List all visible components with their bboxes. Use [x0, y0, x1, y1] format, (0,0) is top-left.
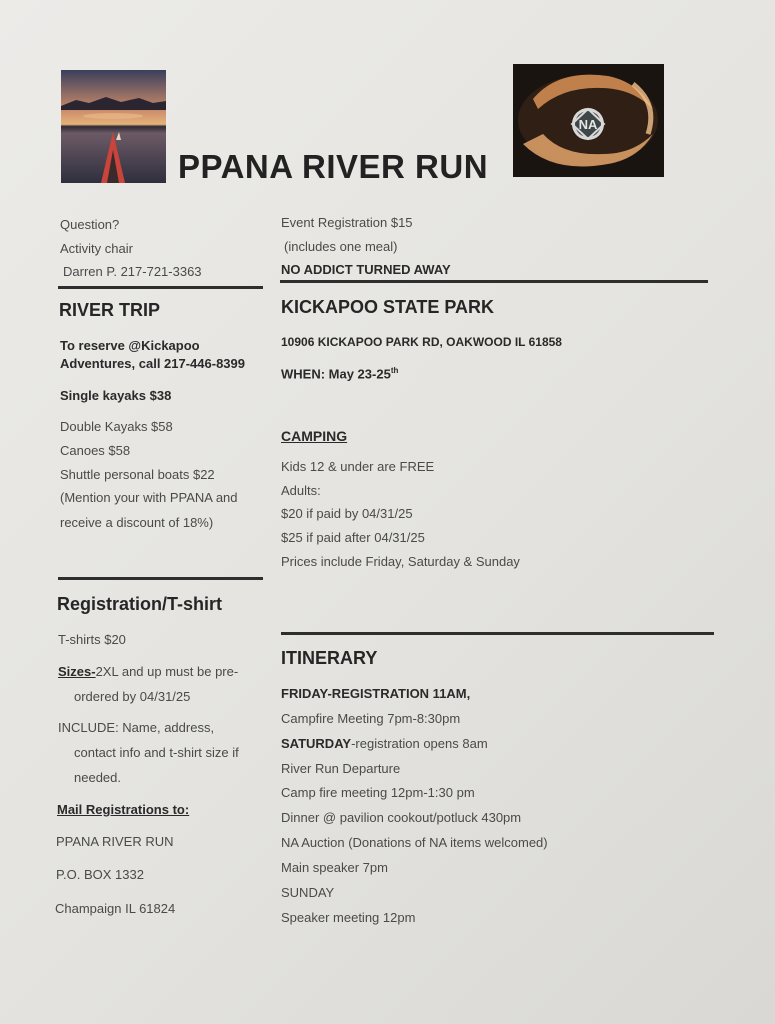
- camping-adults: Adults:: [281, 483, 321, 498]
- discount-line-1: (Mention your with PPANA and: [60, 490, 238, 505]
- na-logo-text: NA: [578, 117, 598, 132]
- itinerary-sunday: SUNDAY: [281, 885, 335, 900]
- divider: [58, 286, 263, 289]
- mail-po-box: P.O. BOX 1332: [56, 867, 144, 882]
- canoes-price: Canoes $58: [60, 443, 131, 458]
- itinerary-campfire: Campfire Meeting 7pm-8:30pm: [281, 711, 461, 726]
- camping-includes: Prices include Friday, Saturday & Sunday: [281, 554, 520, 569]
- double-kayaks-price: Double Kayaks $58: [60, 419, 173, 434]
- itinerary-dinner: Dinner @ pavilion cookout/potluck 430pm: [281, 810, 522, 825]
- tshirt-price: T-shirts $20: [58, 632, 126, 647]
- itinerary-departure: River Run Departure: [281, 761, 401, 776]
- mail-city: Champaign IL 61824: [55, 901, 176, 916]
- kayak-sunset-photo: [61, 70, 166, 183]
- divider: [281, 632, 714, 635]
- page-title: PPANA RIVER RUN: [178, 148, 489, 185]
- mail-name: PPANA RIVER RUN: [56, 834, 174, 849]
- shuttle-price: Shuttle personal boats $22: [60, 467, 215, 482]
- itinerary-speaker: Main speaker 7pm: [281, 860, 388, 875]
- park-address: 10906 KICKAPOO PARK RD, OAKWOOD IL 61858: [281, 335, 562, 349]
- na-hands-logo-photo: [513, 64, 664, 177]
- include-line-1: INCLUDE: Name, address,: [58, 720, 215, 735]
- itinerary-friday: FRIDAY-REGISTRATION 11AM,: [281, 686, 471, 701]
- fee-includes-meal: (includes one meal): [284, 239, 398, 254]
- camping-price-before: $20 if paid by 04/31/25: [281, 506, 413, 521]
- itinerary-heading: ITINERARY: [281, 648, 378, 668]
- tshirt-heading: Registration/T-shirt: [57, 594, 223, 614]
- single-kayaks-price: Single kayaks $38: [60, 388, 172, 403]
- itinerary-saturday: SATURDAY-registration opens 8am: [281, 736, 488, 751]
- discount-line-2: receive a discount of 18%): [60, 515, 214, 530]
- camping-heading: CAMPING: [281, 428, 348, 444]
- contact-role: Activity chair: [60, 241, 133, 256]
- contact-question: Question?: [60, 217, 120, 232]
- camping-price-after: $25 if paid after 04/31/25: [281, 530, 425, 545]
- contact-name-phone: Darren P. 217-721-3363: [63, 264, 202, 279]
- river-trip-heading: RIVER TRIP: [59, 300, 161, 320]
- no-addict-turned-away: NO ADDICT TURNED AWAY: [281, 262, 451, 277]
- divider: [58, 577, 263, 580]
- reserve-line-2: Adventures, call 217-446-8399: [60, 356, 245, 371]
- itinerary-campfire-2: Camp fire meeting 12pm-1:30 pm: [281, 785, 475, 800]
- park-heading: KICKAPOO STATE PARK: [281, 297, 495, 317]
- tshirt-sizes-line-2: ordered by 04/31/25: [74, 689, 191, 704]
- camping-kids: Kids 12 & under are FREE: [281, 459, 435, 474]
- event-dates: WHEN: May 23-25th: [281, 366, 399, 382]
- include-line-3: needed.: [74, 770, 121, 785]
- itinerary-auction: NA Auction (Donations of NA items welcomed): [281, 835, 548, 850]
- divider: [280, 280, 708, 283]
- include-line-2: contact info and t-shirt size if: [74, 745, 239, 760]
- reserve-line-1: To reserve @Kickapoo: [60, 338, 200, 353]
- tshirt-sizes-line-1: Sizes-2XL and up must be pre-: [58, 664, 239, 679]
- itinerary-sunday-meeting: Speaker meeting 12pm: [281, 910, 416, 925]
- mail-registrations-label: Mail Registrations to:: [57, 802, 190, 817]
- event-registration-fee: Event Registration $15: [281, 215, 413, 230]
